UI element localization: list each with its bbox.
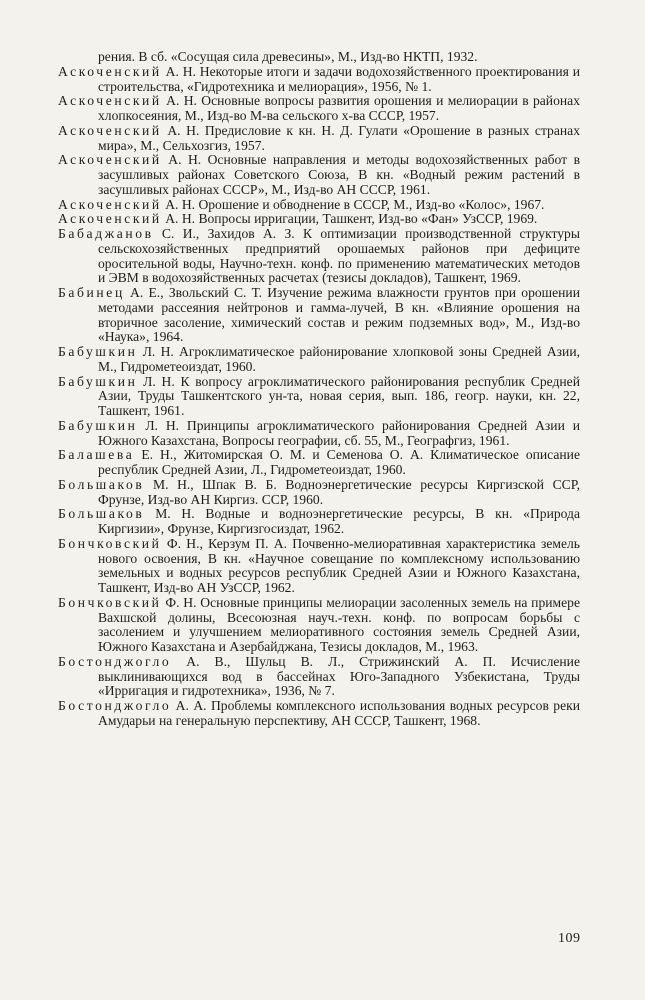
- reference-entry: [58, 50, 580, 65]
- reference-entry: [58, 699, 580, 729]
- reference-text: А. Н. Основные направления и методы водохозяйственных работ в засушливых районах Советского Союза, В кн. «Водный режим растений в засушливых районах СССР», М., Изд-во АН СССР, 1961.: [98, 152, 580, 197]
- reference-text: А. Е., Звольский С. Т. Изучение режима влажности грунтов при орошении методами рассеяния нейтронов и гамма-лучей, В кн. «Влияние орошения на вторичное засоление, химический состав и режим подземных вод», М., Изд-во «Наука», 1964.: [98, 285, 580, 345]
- reference-text: А. А. Проблемы комплексного использования водных ресурсов реки Амударьи на генеральную перспективу, АН СССР, Ташкент, 1968.: [98, 698, 580, 728]
- reference-entry: [58, 153, 580, 197]
- reference-entry: [58, 507, 580, 537]
- reference-author: Большаков: [58, 476, 145, 492]
- reference-text: Л. Н. Агроклиматическое районирование хлопковой зоны Средней Азии, М., Гидрометеоиздат, 1960.: [98, 344, 580, 374]
- reference-text: А. Н. Предисловие к кн. Н. Д. Гулати «Орошение в разных странах мира», М., Сельхозгиз, 1957.: [98, 122, 580, 153]
- reference-text: А. В., Шульц В. Л., Стрижинский А. П. Исчисление выклинивающихся вод в бассейнах Юго-Западного Узбекистана, Труды «Ирригация и гидротехника», 1936, № 7.: [98, 653, 580, 699]
- reference-author: Аскоченский: [58, 93, 162, 109]
- reference-text: М. Н. Водные и водноэнергетические ресурсы, В кн. «Природа Киргизии», Фрунзе, Киргизгосиздат, 1962.: [98, 506, 580, 536]
- reference-author: Аскоченский: [58, 152, 162, 168]
- reference-text: С. И., Захидов А. З. К оптимизации производственной структуры сельскохозяйственных предприятий орошаемых районов при дефиците оросительной воды, Научно-техн. конф. по применению математических методов и ЭВМ в водохозяйственных расчетах (тезисы докладов), Ташкент, 1969.: [98, 226, 580, 286]
- reference-author: Бабушкин: [58, 344, 138, 359]
- reference-text: А. Н. Вопросы ирригации, Ташкент, Изд-во «Фан» УзССР, 1969.: [161, 211, 538, 227]
- reference-entry: [58, 655, 580, 699]
- reference-text: рения. В сб. «Сосущая сила древесины», М., Изд-во НКТП, 1932.: [98, 49, 478, 64]
- reference-author: Бабаджанов: [58, 226, 154, 241]
- reference-author: Бабинец: [58, 285, 125, 300]
- reference-entry: [58, 198, 580, 213]
- reference-text: Ф. Н., Керзум П. А. Почвенно-мелиоративная характеристика земель нового освоения, В кн. «Научное совещание по комплексному использованию земельных и водных ресурсов республик Средней Азии и Южного Казахстана, Ташкент, Изд-во АН УзССР, 1962.: [98, 535, 580, 595]
- reference-author: Бончковский: [58, 535, 162, 551]
- reference-entry: [58, 345, 580, 375]
- page-number: 109: [558, 931, 581, 946]
- reference-entry: [58, 227, 580, 286]
- reference-text: Л. Н. К вопросу агроклиматического районирования республик Средней Азии, Труды Ташкентского ун-та, новая серия, вып. 186, геогр. науки, кн. 22, Ташкент, 1961.: [98, 373, 580, 418]
- reference-entry: [58, 537, 580, 596]
- reference-author: Балашева: [58, 447, 135, 463]
- reference-author: Аскоченский: [58, 211, 162, 227]
- reference-author: Аскоченский: [58, 122, 162, 138]
- reference-author: Бончковский: [58, 594, 162, 610]
- reference-author: Аскоченский: [58, 196, 162, 212]
- reference-entry: [58, 596, 580, 655]
- reference-author: Бабушкин: [58, 417, 138, 433]
- reference-author: Большаков: [58, 506, 145, 522]
- reference-author: Бабушкин: [58, 373, 138, 389]
- reference-entry: [58, 286, 580, 345]
- reference-text: А. Н. Орошение и обводнение в СССР, М., Изд-во «Колос», 1967.: [161, 196, 545, 212]
- reference-text: М. Н., Шпак В. Б. Водноэнергетические ресурсы Киргизской ССР, Фрунзе, Изд-во АН Киргиз. ССР, 1960.: [98, 476, 580, 507]
- reference-text: Ф. Н. Основные принципы мелиорации засоленных земель на примере Вахшской долины, Всесоюзная науч.-техн. конф. по вопросам борьбы с засолением и улучшением мелиоративного состояния земель Средней Азии, Южного Казахстана и Азербайджана, Тезисы докладов, М., 1963.: [98, 594, 580, 654]
- reference-text: А. Н. Некоторые итоги и задачи водохозяйственного проектирования и строительства, «Гидротехника и мелиорация», 1956, № 1.: [98, 63, 580, 94]
- reference-entry: [58, 448, 580, 478]
- reference-author: Бостонджогло: [58, 653, 172, 669]
- reference-entry: [58, 375, 580, 419]
- reference-entry: [58, 94, 580, 124]
- reference-entry: [58, 419, 580, 449]
- bibliography-list: [58, 50, 580, 729]
- reference-text: А. Н. Основные вопросы развития орошения и мелиорации в районах хлопкосеяния, М., Изд-во М-ва сельского х-ва СССР, 1957.: [98, 93, 580, 123]
- reference-author: Аскоченский: [58, 63, 162, 79]
- reference-entry: [58, 65, 580, 95]
- reference-entry: [58, 478, 580, 508]
- reference-entry: [58, 124, 580, 154]
- reference-author: Бостонджогло: [58, 698, 172, 713]
- reference-entry: [58, 212, 580, 227]
- reference-text: Е. Н., Житомирская О. М. и Семенова О. А. Климатическое описание республик Средней Азии, Л., Гидрометеоиздат, 1960.: [98, 447, 580, 477]
- reference-text: Л. Н. Принципы агроклиматического районирования Средней Азии и Южного Казахстана, Вопросы географии, сб. 55, М., Географгиз, 1961.: [98, 417, 580, 448]
